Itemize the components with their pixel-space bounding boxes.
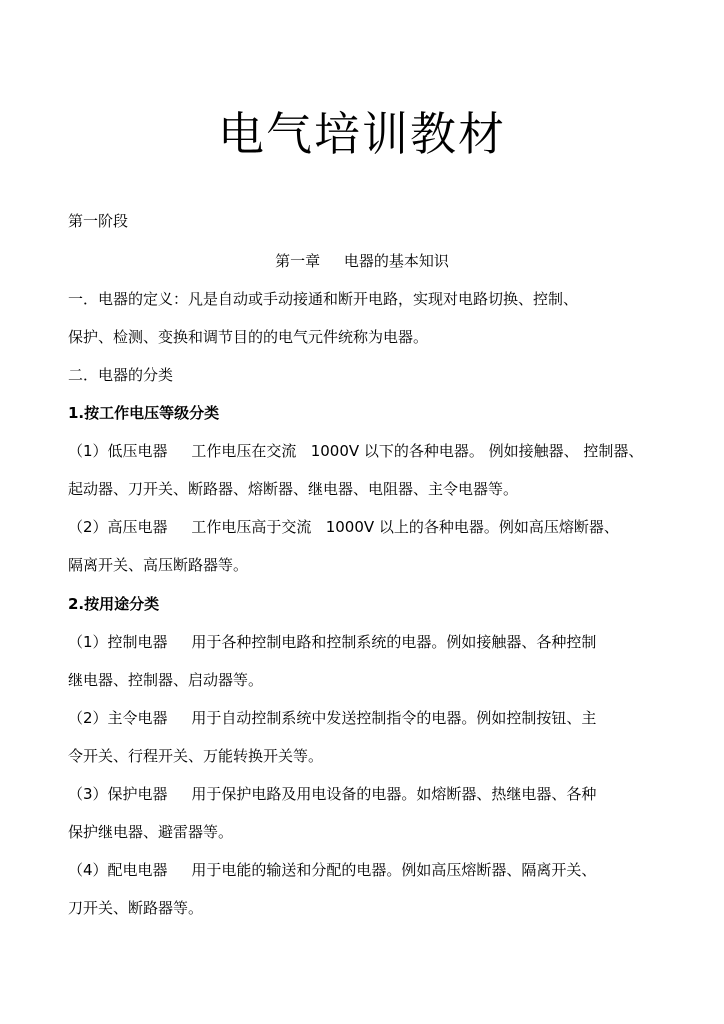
paragraph-line: （4）配电电器 用于电能的输送和分配的电器。例如高压熔断器、隔离开关、 [68,861,597,879]
paragraph-line: （1）低压电器 工作电压在交流 1000V 以下的各种电器。 例如接触器、 控制器、 [68,442,644,460]
paragraph-line: 刀开关、断路器等。 [68,899,204,917]
chapter-heading: 第一章 电器的基本知识 [275,252,449,270]
paragraph-line: 隔离开关、高压断路器等。 [68,556,249,574]
subsection-heading: 1.按工作电压等级分类 [68,404,220,422]
paragraph-line: 保护继电器、避雷器等。 [68,823,234,841]
document-title: 电气培训教材 [218,107,506,161]
paragraph-line: 继电器、控制器、启动器等。 [68,671,264,689]
subsection-heading: 2.按用途分类 [68,595,160,613]
paragraph-line: 起动器、刀开关、断路器、熔断器、继电器、电阻器、主令电器等。 [68,480,519,498]
paragraph-line: 令开关、行程开关、万能转换开关等。 [68,747,324,765]
paragraph-line: （1）控制电器 用于各种控制电路和控制系统的电器。例如接触器、各种控制 [68,633,597,651]
stage-heading: 第一阶段 [68,212,129,230]
paragraph-line: 一．电器的定义：凡是自动或手动接通和断开电路，实现对电路切换、控制、 [68,290,579,308]
section-heading: 二．电器的分类 [68,366,174,384]
paragraph-line: （2）高压电器 工作电压高于交流 1000V 以上的各种电器。例如高压熔断器、 [68,518,619,536]
paragraph-line: （2）主令电器 用于自动控制系统中发送控制指令的电器。例如控制按钮、主 [68,709,597,727]
paragraph-line: （3）保护电器 用于保护电路及用电设备的电器。如熔断器、热继电器、各种 [68,785,597,803]
paragraph-line: 保护、检测、变换和调节目的的电气元件统称为电器。 [68,328,429,346]
